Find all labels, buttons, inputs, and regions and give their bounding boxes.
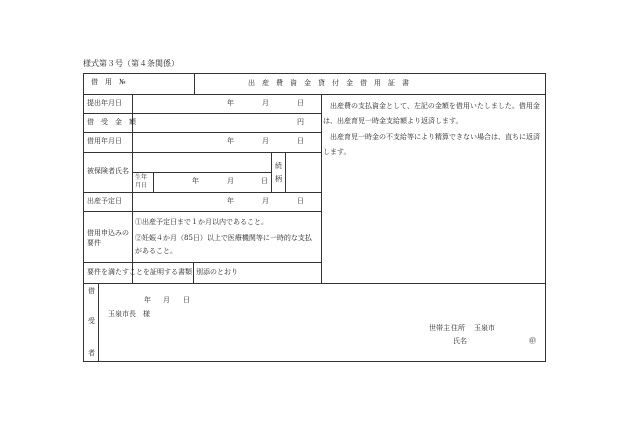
divider bbox=[83, 211, 321, 212]
requirement-2a: ②妊娠４か月（85日）以上で医療機関等に一時的な支払 bbox=[135, 234, 312, 242]
submit-date-month: 月 bbox=[262, 99, 269, 107]
borrower-side-bottom: 者 bbox=[88, 349, 95, 357]
statement-line-4: します。 bbox=[323, 148, 351, 156]
address-label: 住所 bbox=[451, 324, 465, 332]
statement-line-3: 出産育児一時金の不支給等により精算できない場合は、直ちに返済 bbox=[330, 133, 540, 141]
submit-date-year: 年 bbox=[227, 99, 234, 107]
requirements-label: 借用申込みの 要件 bbox=[87, 229, 129, 247]
birth-label: 生年 月日 bbox=[135, 174, 148, 189]
requirement-1: ①出産予定日まで１か月以内であること。 bbox=[135, 218, 268, 226]
statement-line-2: は、出産育児一時金支給額より返済します。 bbox=[323, 117, 463, 125]
submit-date-label: 提出年月日 bbox=[87, 99, 122, 107]
divider bbox=[271, 152, 272, 192]
proof-value: 別添のとおり bbox=[196, 268, 238, 276]
divider bbox=[83, 94, 546, 95]
amount-yen: 円 bbox=[297, 118, 304, 126]
seal-icon: ㊞ bbox=[529, 337, 536, 345]
divider bbox=[194, 73, 195, 94]
divider bbox=[321, 94, 322, 283]
addressee: 玉泉市長 様 bbox=[108, 310, 150, 318]
certificate-title: 出 産 費 資 金 貸 付 金 借 用 証 書 bbox=[248, 79, 409, 87]
due-date-day: 日 bbox=[297, 197, 304, 205]
due-date-label: 出産予定日 bbox=[87, 197, 122, 205]
insured-label: 被保険者氏名 bbox=[87, 167, 129, 175]
birth-day: 日 bbox=[261, 177, 268, 185]
borrow-date-month: 月 bbox=[262, 137, 269, 145]
borrow-date-day: 日 bbox=[297, 137, 304, 145]
form-label: 様式第３号（第４条関係） bbox=[83, 59, 179, 68]
divider bbox=[285, 152, 286, 192]
divider bbox=[83, 283, 546, 284]
birth-year: 年 bbox=[192, 177, 199, 185]
borrower-date-month: 月 bbox=[163, 296, 170, 304]
name-label: 氏名 bbox=[453, 337, 467, 345]
borrower-side-mid: 受 bbox=[88, 317, 95, 325]
borrower-date-day: 日 bbox=[183, 296, 190, 304]
submit-date-day: 日 bbox=[297, 99, 304, 107]
divider bbox=[98, 283, 99, 362]
birth-month: 月 bbox=[227, 177, 234, 185]
divider bbox=[153, 172, 154, 192]
divider bbox=[193, 262, 194, 283]
requirement-2b: があること。 bbox=[135, 247, 177, 255]
borrow-date-year: 年 bbox=[227, 137, 234, 145]
due-date-month: 月 bbox=[262, 197, 269, 205]
relation-label: 続 柄 bbox=[275, 162, 282, 183]
borrow-no-label: 借 用 № bbox=[91, 78, 126, 86]
divider bbox=[83, 262, 321, 263]
divider bbox=[83, 192, 321, 193]
statement-line-1: 出産費の支払資金として、左記の金額を借用いたしました。借用金 bbox=[330, 102, 540, 110]
borrow-date-label: 借用年月日 bbox=[87, 137, 122, 145]
address-value: 玉泉市 bbox=[474, 324, 495, 332]
divider bbox=[83, 132, 321, 133]
amount-label: 借 受 金 額 bbox=[87, 118, 136, 126]
due-date-year: 年 bbox=[227, 197, 234, 205]
borrower-side-top: 借 bbox=[88, 287, 95, 295]
head-label: 世帯主 bbox=[429, 324, 450, 332]
divider bbox=[83, 113, 321, 114]
proof-label: 要件を満たすことを証明する書類 bbox=[87, 268, 192, 276]
borrower-date-year: 年 bbox=[144, 296, 151, 304]
